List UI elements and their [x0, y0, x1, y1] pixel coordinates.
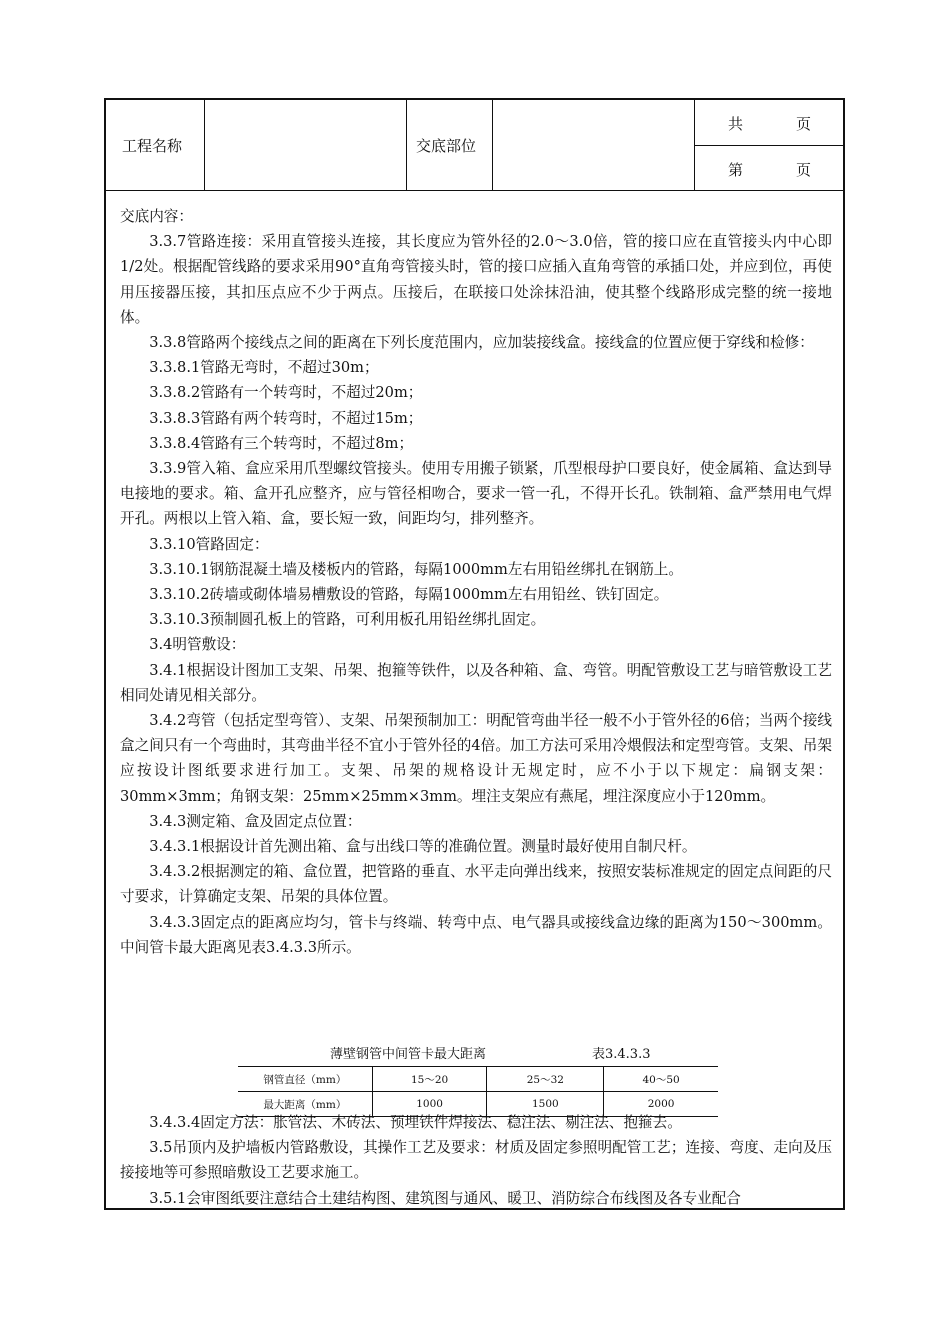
handover-form — [104, 98, 845, 1210]
content-body — [120, 204, 832, 960]
table-cell: 1500 — [487, 1092, 604, 1117]
content-body-after — [120, 1110, 832, 1211]
header-col-line-3 — [492, 100, 493, 190]
paragraph: 3.5吊顶内及护墙板内管路敷设，其操作工艺及要求：材质及固定参照明配管工艺；连接、弯度、走向及压接接地等可参照暗敷设工艺要求施工。 — [120, 1139, 832, 1182]
paragraph: 3.4.1根据设计图加工支架、吊架、抱箍等铁件，以及各种箱、盒、弯管。明配管敷设工艺与暗管敷设工艺相同处请见相关部分。 — [120, 661, 832, 704]
table-cell: 40～50 — [604, 1067, 718, 1092]
paragraph: 3.5.1会审图纸要注意结合土建结构图、建筑图与通风、暖卫、消防综合布线图及各专业配合 — [149, 1189, 741, 1207]
paragraph: 3.3.8.3管路有两个转弯时，不超过15m； — [149, 409, 423, 427]
paragraph: 3.3.8.4管路有三个转弯时，不超过8m； — [149, 434, 414, 452]
table-title: 薄壁钢管中间管卡最大距离 — [330, 1047, 487, 1062]
header-col-line-4 — [694, 100, 695, 190]
table-row — [238, 1067, 718, 1092]
page-cell-divider — [694, 145, 845, 146]
header-col-line-1 — [204, 100, 205, 190]
table-cell: 钢管直径（mm） — [238, 1067, 372, 1092]
paragraph: 3.4.3.4固定方法：胀管法、木砖法、预埋铁件焊接法、稳注法、剔注法、抱箍去。 — [149, 1114, 682, 1131]
paragraph: 3.4.3.2根据测定的箱、盒位置，把管路的垂直、水平走向弹出线来，按照安装标准规定的固定点间距的尺寸要求，计算确定支架、吊架的具体位置。 — [120, 863, 832, 906]
paragraph: 3.3.9管入箱、盒应采用爪型螺纹管接头。使用专用搬子锁紧，爪型根母护口要良好，使金属箱、盒达到导电接地的要求。箱、盒开孔应整齐，应与管径相吻合，要求一管一孔，不得开长孔。铁制箱、盒严禁用电气焊开孔。两根以上管入箱、盒，要长短一致，间距均匀，排列整齐。 — [120, 460, 832, 528]
table-cell: 1000 — [372, 1092, 487, 1117]
page-number: 第 页 — [728, 161, 814, 179]
table-number: 表3.4.3.3 — [592, 1047, 651, 1062]
paragraph: 3.3.7管路连接：采用直管接头连接，其长度应为管外径的2.0～3.0倍，管的接口应在直管接头内中心即1/2处。根据配管线路的要求采用90°直角弯管接头时，管的接口应插入直角弯管的承插口处，并应到位，再使用压接器压接，其扣压点应不少于两点。压接后，在联接口处涂抹沿油，使其整个线路形成完整的统一接地体。 — [120, 233, 832, 326]
table-cell: 15～20 — [372, 1067, 487, 1092]
content-label: 交底内容： — [120, 208, 193, 225]
header-bottom-line — [106, 190, 845, 191]
table-cell: 最大距离（mm） — [238, 1092, 372, 1117]
paragraph: 3.3.8.1管路无弯时，不超过30m； — [149, 359, 379, 377]
table-cell: 2000 — [604, 1092, 718, 1117]
paragraphs-after — [120, 1110, 832, 1211]
paragraph: 3.4.3.3固定点的距离应均匀，管卡与终端、转弯中点、电气器具或接线盒边缘的距离为150～300mm。中间管卡最大距离见表3.4.3.3所示。 — [120, 913, 832, 956]
position-label: 交底部位 — [416, 137, 477, 155]
paragraph: 3.3.8.2管路有一个转弯时，不超过20m； — [149, 384, 423, 402]
project-name-label: 工程名称 — [122, 137, 183, 155]
total-pages: 共 页 — [728, 115, 814, 133]
paragraph: 3.4.3.1根据设计首先测出箱、盒与出线口等的准确位置。测量时最好使用自制尺杆。 — [149, 838, 697, 856]
table-cell: 25～32 — [487, 1067, 604, 1092]
paragraph: 3.4.2弯管（包括定型弯管）、支架、吊架预制加工：明配管弯曲半径一般不小于管外径的6倍；当两个接线盒之间只有一个弯曲时，其弯曲半径不宜小于管外径的4倍。加工方法可采用冷煨假法和定型弯管。支架、吊架应按设计图纸要求进行加工。支架、吊架的规格设计无规定时，应不小于以下规定：扁钢支架：30mm×3mm；角钢支架：25mm×25mm×3mm。埋注支架应有燕尾，埋注深度应小于120mm。 — [120, 712, 832, 805]
paragraph: 3.4.3测定箱、盒及固定点位置： — [149, 812, 362, 830]
paragraphs-before — [120, 229, 832, 960]
paragraph: 3.3.10.2砖墙或砌体墙易槽敷设的管路，每隔1000mm左右用铅丝、铁钉固定。 — [149, 586, 669, 604]
paragraph: 3.3.10管路固定： — [149, 535, 269, 553]
paragraph: 3.3.8管路两个接线点之间的距离在下列长度范围内，应加装接线盒。接线盒的位置应便于穿线和检修： — [149, 334, 814, 352]
header-col-line-2 — [406, 100, 407, 190]
paragraph: 3.4明管敷设： — [149, 636, 246, 654]
paragraph: 3.3.10.1钢筋混凝土墙及楼板内的管路，每隔1000mm左右用铅丝绑扎在钢筋上。 — [149, 560, 683, 578]
paragraph: 3.3.10.3预制圆孔板上的管路，可利用板孔用铅丝绑扎固定。 — [149, 611, 546, 629]
